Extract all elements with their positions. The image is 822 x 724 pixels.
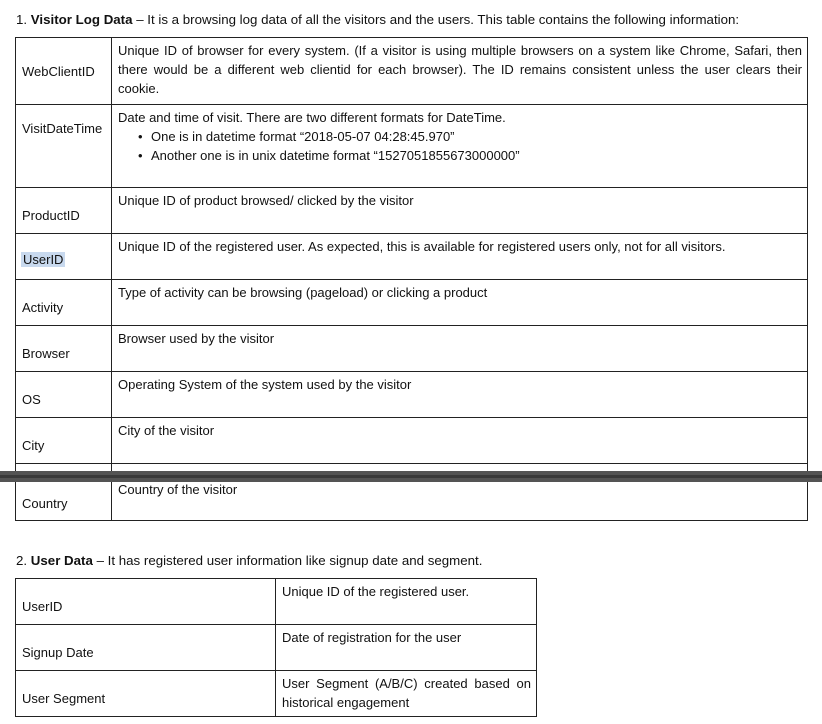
selected-text-highlight[interactable]: UserID [23,252,64,267]
field-name: VisitDateTime [16,105,112,188]
field-description: Unique ID of browser for every system. (If a visitor is using multiple browsers on a system like Chrome, Safari, then there would be a different web clientid for each browser). The ID remains consistent unless the user clears their cookie. [112,38,808,105]
bullet-list [118,127,802,165]
section2-description: – It has registered user information like signup date and segment. [92,553,483,568]
section1-number: 1. [16,12,28,27]
field-description-cell [112,105,808,188]
field-name: UserID [16,579,276,625]
section2-number: 2. [16,553,28,568]
table-row [16,671,537,717]
field-name: Browser [16,326,112,372]
field-description: Type of activity can be browsing (pageload) or clicking a product [112,280,808,326]
field-name-cell [16,234,112,280]
table-row [16,280,808,326]
field-description: User Segment (A/B/C) created based on historical engagement [276,671,537,717]
list-item: • One is in datetime format “2018-05-07 04:28:45.970” [138,127,802,146]
field-description: City of the visitor [112,418,808,464]
table-row [16,105,808,188]
table-row [16,38,808,105]
table-row [16,625,537,671]
field-description: Operating System of the system used by the visitor [112,372,808,418]
field-description: Country of the visitor [112,464,808,521]
field-name: Signup Date [16,625,276,671]
table-row [16,188,808,234]
field-name: City [16,418,112,464]
table-row [16,418,808,464]
section2-title: User Data [30,553,93,568]
field-description: Date and time of visit. There are two different formats for DateTime. [118,110,506,125]
section1-heading [16,11,739,29]
visitor-log-table [15,37,808,521]
field-name: OS [16,372,112,418]
section1-title: Visitor Log Data [30,12,133,27]
user-data-table [15,578,537,717]
table-row [16,234,808,280]
table-row [16,326,808,372]
field-description: Date of registration for the user [276,625,537,671]
field-name: ProductID [16,188,112,234]
field-description: Browser used by the visitor [112,326,808,372]
field-name: User Segment [16,671,276,717]
field-name: Country [16,464,112,521]
table-row [16,579,537,625]
section1-description: – It is a browsing log data of all the visitors and the users. This table contains the following information: [132,12,740,27]
field-description: Unique ID of product browsed/ clicked by the visitor [112,188,808,234]
field-name: Activity [16,280,112,326]
field-description: Unique ID of the registered user. [276,579,537,625]
table-row [16,372,808,418]
page-break-divider [0,471,822,482]
field-name: WebClientID [16,38,112,105]
field-description: Unique ID of the registered user. As expected, this is available for registered users only, not for all visitors. [112,234,808,280]
section2-heading [16,552,482,570]
list-item: • Another one is in unix datetime format “1527051855673000000” [138,146,802,165]
